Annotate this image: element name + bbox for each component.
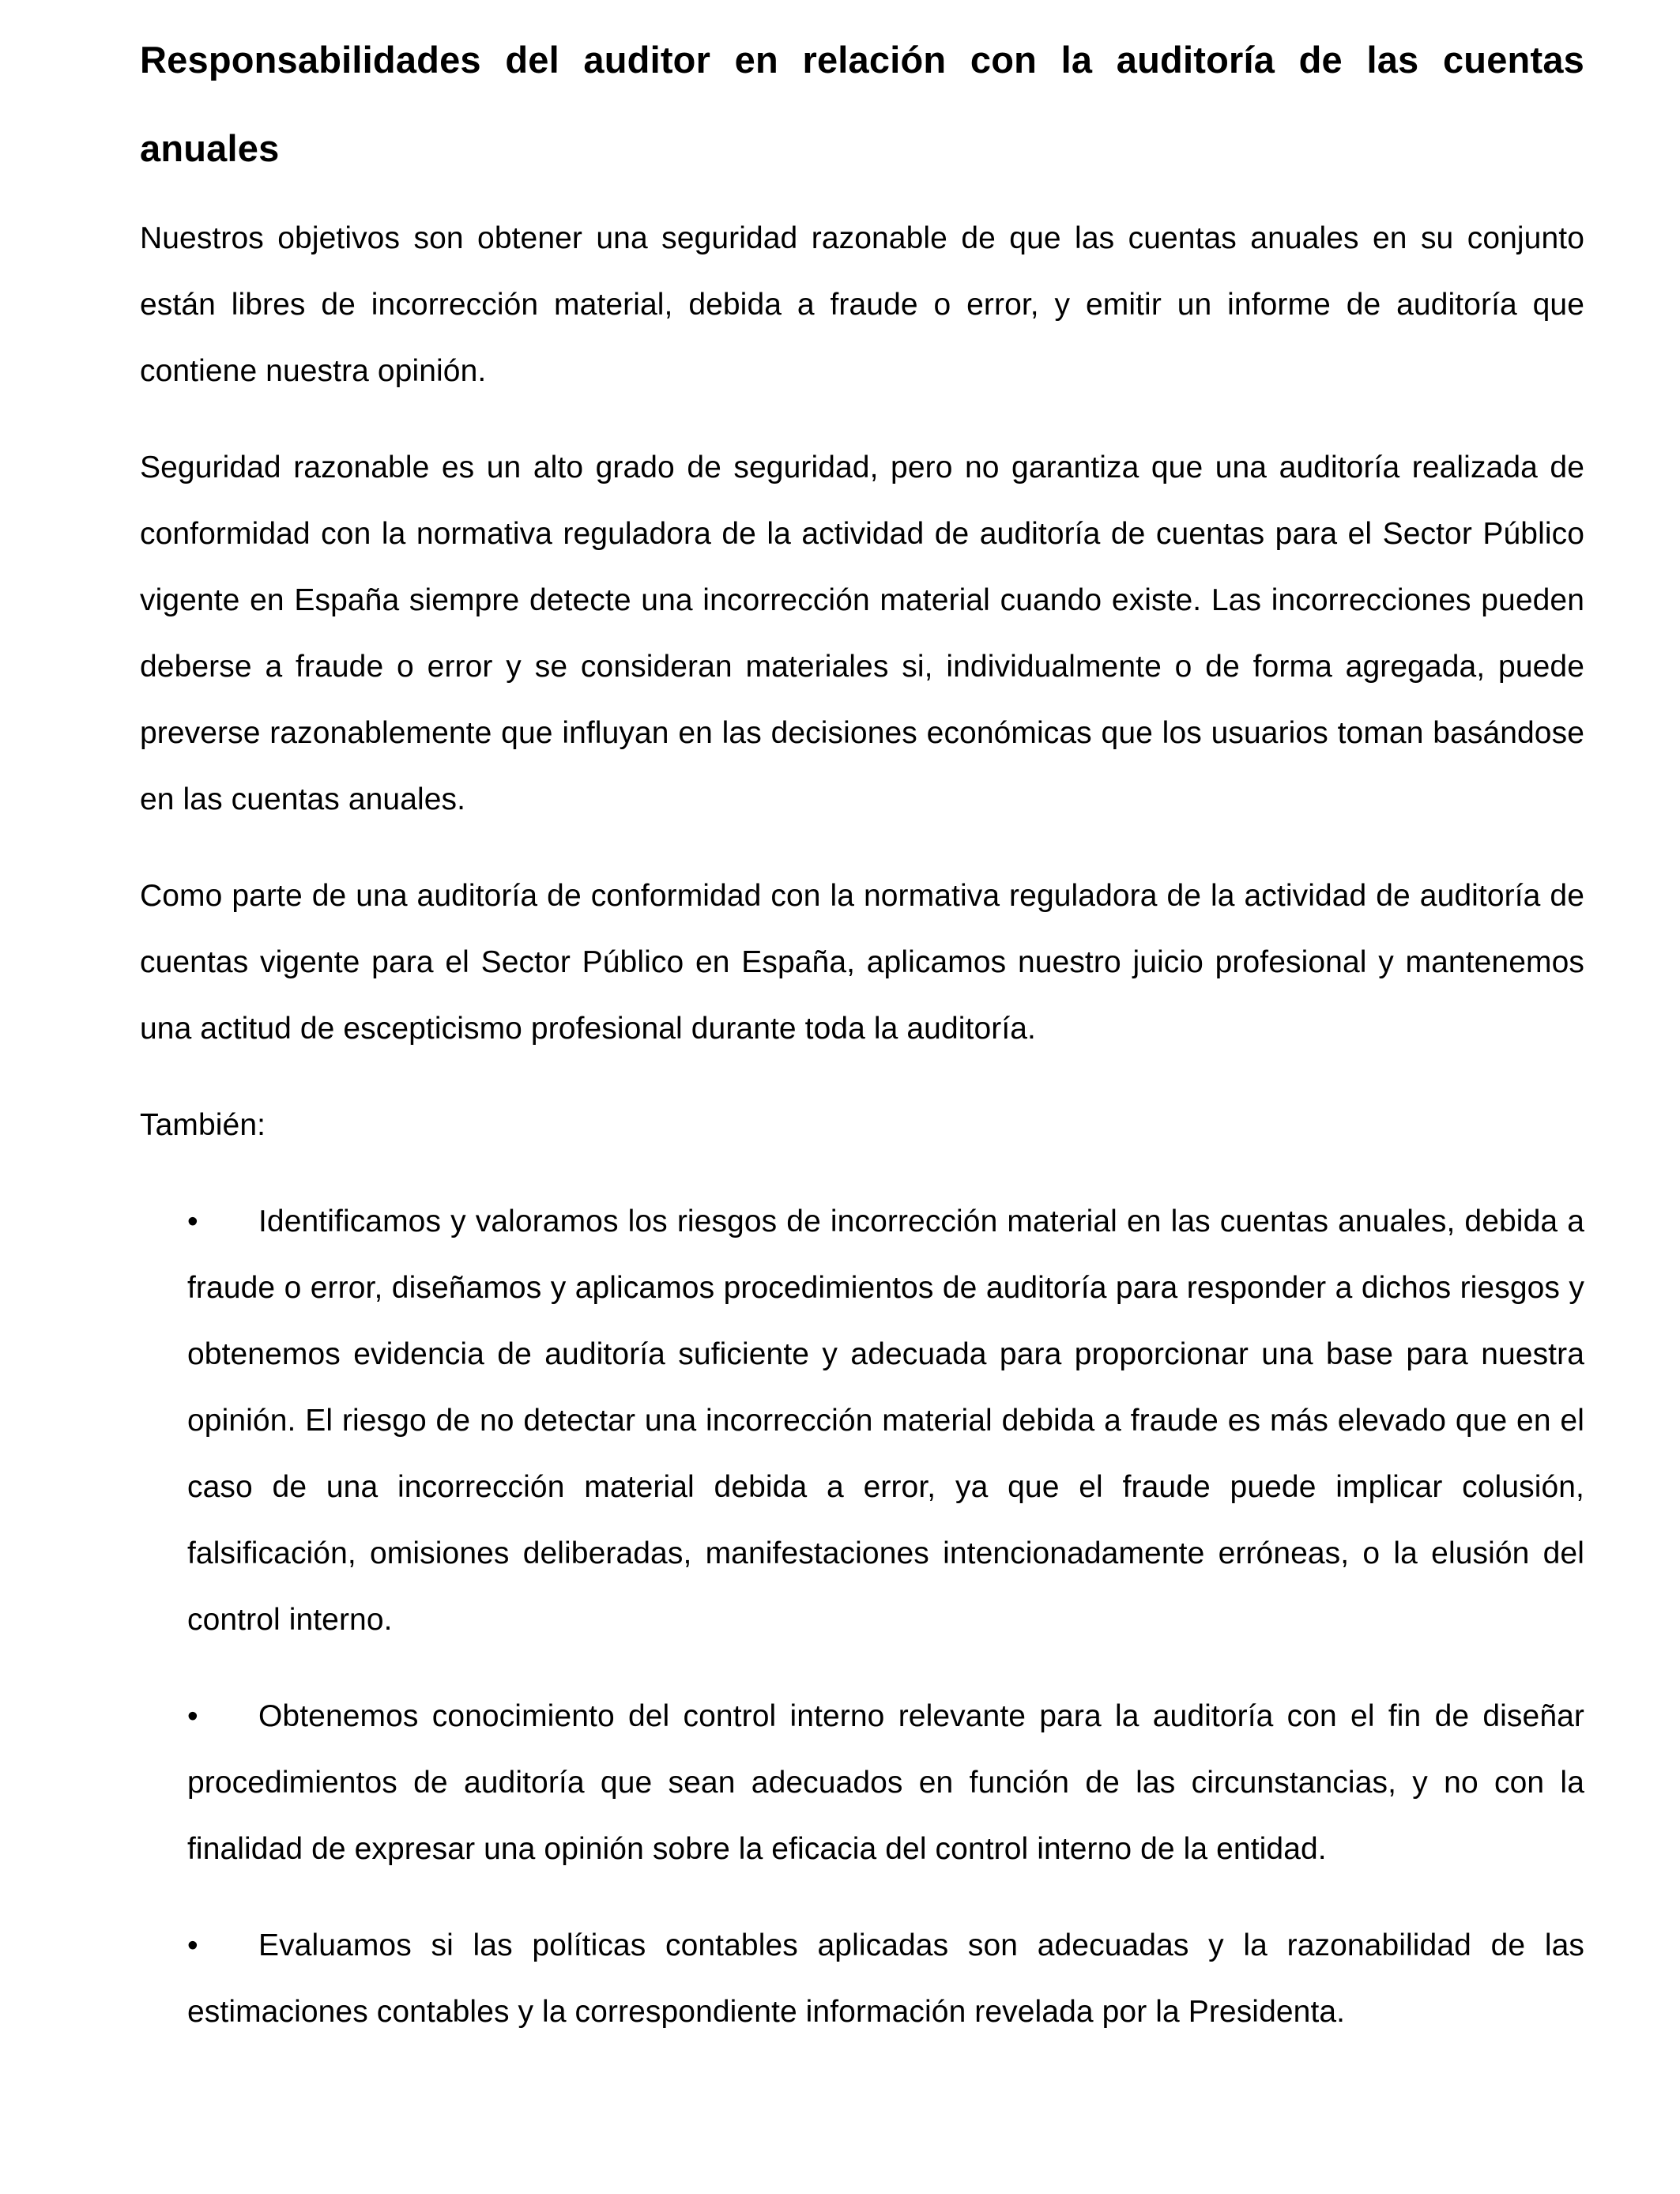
bullet-list — [140, 1189, 1584, 2045]
bullet-text: Identificamos y valoramos los riesgos de incorrección material en las cuentas anuales, debida a fraude o error, diseñamos y aplicamos procedimientos de auditoría para responder a dichos riesgos y obtenemos evidencia de auditoría suficiente y adecuada para proporcionar una base para nuestra opinión. El riesgo de no detectar una incorrección material debida a fraude es más elevado que en el caso de una incorrección material debida a error, ya que el fraude puede implicar colusión, falsificación, omisiones deliberadas, manifestaciones intencionadamente erróneas, o la elusión del control interno. — [187, 1204, 1584, 1637]
list-item — [140, 1683, 1584, 1883]
list-item — [140, 1913, 1584, 2045]
paragraph-also: También: — [140, 1108, 266, 1142]
paragraph-professional-judgment: Como parte de una auditoría de conformidad con la normativa reguladora de la actividad de auditoría de cuentas vigente para el Sector Público en España, aplicamos nuestro juicio profesional y mantenemos una actitud de escepticismo profesional durante toda la auditoría. — [140, 879, 1584, 1046]
bullet-icon: • — [187, 1204, 198, 1238]
document-page — [140, 16, 1584, 2075]
paragraph-objectives: Nuestros objetivos son obtener una seguridad razonable de que las cuentas anuales en su conjunto están libres de incorrección material, debida a fraude o error, y emitir un informe de auditoría que contiene nuestra opinión. — [140, 221, 1584, 388]
bullet-text: Obtenemos conocimiento del control interno relevante para la auditoría con el fin de diseñar procedimientos de auditoría que sean adecuados en función de las circunstancias, y no con la finalidad de expresar una opinión sobre la eficacia del control interno de la entidad. — [187, 1699, 1584, 1866]
list-item — [140, 1189, 1584, 1653]
paragraph-reasonable-assurance: Seguridad razonable es un alto grado de seguridad, pero no garantiza que una auditoría realizada de conformidad con la normativa reguladora de la actividad de auditoría de cuentas para el Sector Público vigente en España siempre detecte una incorrección material cuando existe. Las incorrecciones pueden deberse a fraude o error y se consideran materiales si, individualmente o de forma agregada, puede preverse razonablemente que influyan en las decisiones económicas que los usuarios toman basándose en las cuentas anuales. — [140, 450, 1584, 816]
bullet-icon: • — [187, 1699, 198, 1733]
bullet-text: Evaluamos si las políticas contables aplicadas son adecuadas y la razonabilidad de las estimaciones contables y la correspondiente información revelada por la Presidenta. — [187, 1928, 1584, 2029]
bullet-icon: • — [187, 1928, 198, 1962]
document-title: Responsabilidades del auditor en relación con la auditoría de las cuentas anuales — [140, 39, 1584, 169]
